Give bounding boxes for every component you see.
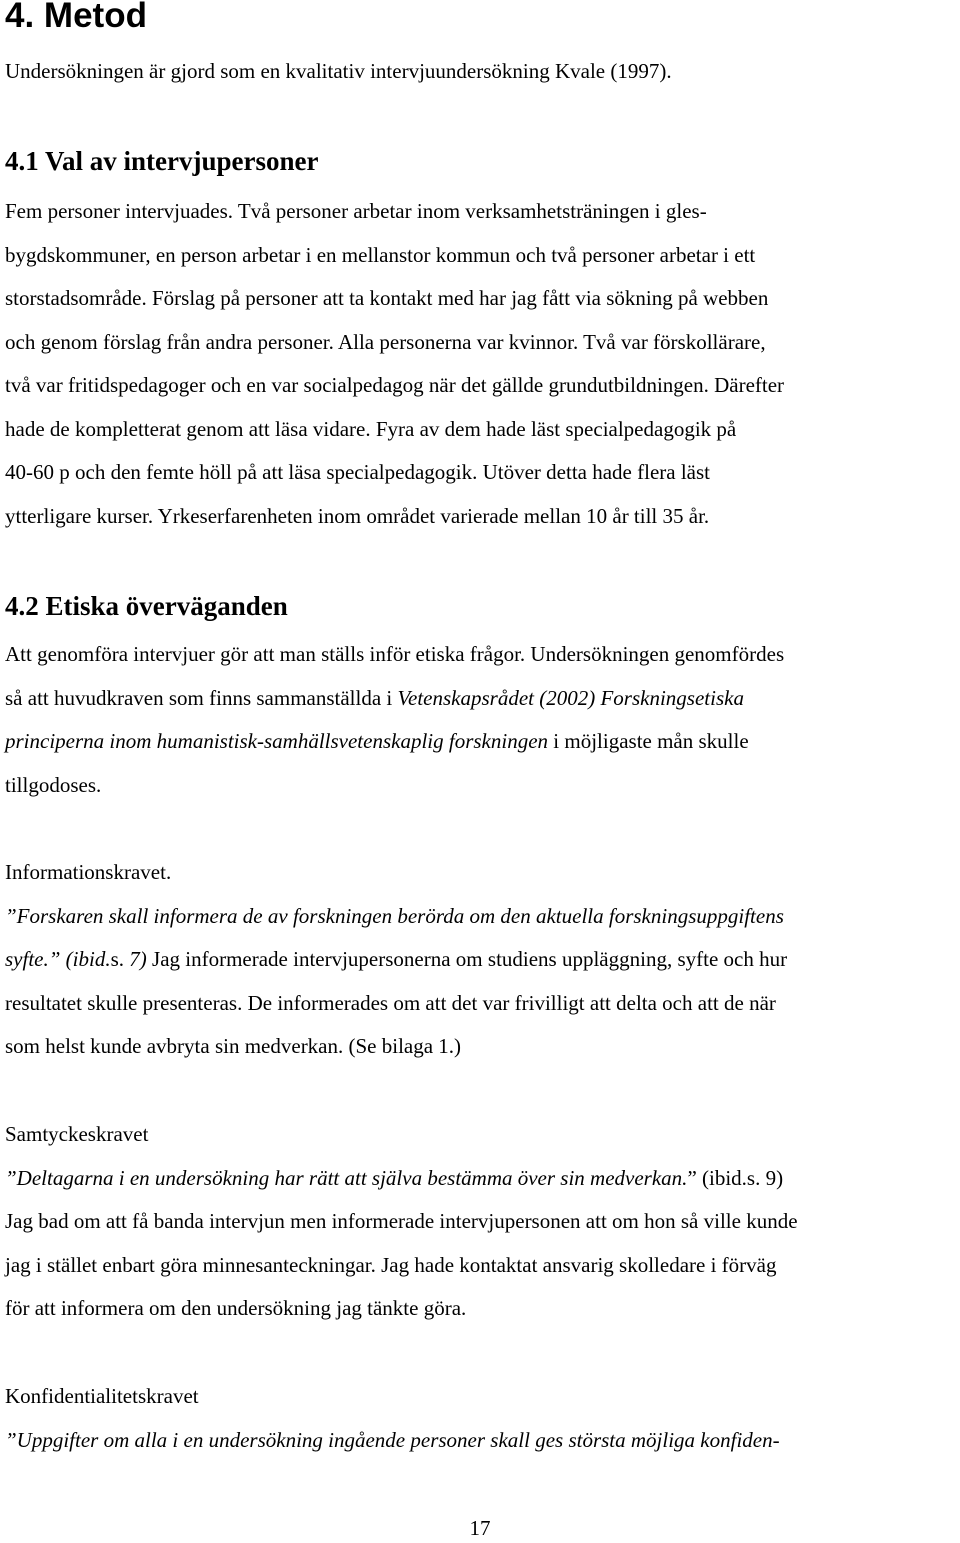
- plain-text: ” (ibid.s. 9): [687, 1165, 784, 1190]
- paragraph-line: [5, 938, 953, 982]
- chapter-heading: 4. Metod: [5, 0, 147, 35]
- paragraph-line: hade de kompletterat genom att läsa vidare. Fyra av dem hade läst specialpedagogik på: [5, 416, 737, 441]
- paragraph-line: två var fritidspedagoger och en var socialpedagog när det gällde grundutbildningen. Därefter: [5, 373, 785, 397]
- paragraph-line: tillgodoses.: [5, 772, 102, 797]
- information-requirement-paragraph: [5, 851, 953, 1069]
- paragraph-line: resultatet skulle presenteras. De informerades om att det var frivilligt att delta och att de när: [5, 990, 776, 1015]
- quotation: syfte.” (ibid.: [5, 947, 111, 971]
- paragraph-line: jag i stället enbart göra minnesanteckningar. Jag hade kontaktat ansvarig skolledare i förväg: [5, 1252, 777, 1277]
- subheading-consent: Samtyckeskravet: [5, 1122, 149, 1146]
- plain-text: så att huvudkraven som finns sammanställda i: [5, 685, 398, 710]
- plain-text: i möjligaste mån skulle: [548, 729, 749, 753]
- paragraph-line: ytterligare kurser. Yrkeserfarenheten inom området varierade mellan 10 år till 35 år.: [5, 503, 710, 528]
- subheading-information: Informationskravet.: [5, 860, 172, 884]
- intro-line: Undersökningen är gjord som en kvalitativ intervjuundersökning Kvale (1997).: [5, 59, 672, 83]
- paragraph-line: [5, 1157, 953, 1201]
- quotation: ”Forskaren skall informera de av forskningen berörda om den aktuella forskningsuppgiftens: [5, 903, 784, 928]
- section-heading-4-2: 4.2 Etiska överväganden: [5, 591, 288, 621]
- paragraph-line: [5, 677, 953, 721]
- page-number: 17: [469, 1516, 491, 1540]
- paragraph-line: storstadsområde. Förslag på personer att ta kontakt med har jag fått via sökning på webben: [5, 286, 769, 310]
- plain-text: s.: [110, 947, 125, 971]
- quotation: ”Deltagarna i en undersökning har rätt att själva bestämma över sin medverkan.: [5, 1165, 688, 1190]
- section-4-2-paragraph: [5, 633, 953, 807]
- paragraph-line: Fem personer intervjuades. Två personer arbetar inom verksamhetsträningen i gles-: [5, 199, 707, 223]
- plain-text: Jag informerade intervjupersonerna om studiens uppläggning, syfte och hur: [146, 947, 788, 971]
- paragraph-line: som helst kunde avbryta sin medverkan. (Se bilaga 1.): [5, 1034, 462, 1058]
- quotation: 7): [124, 947, 147, 971]
- cited-work: principerna inom humanistisk-samhällsvetenskaplig forskningen: [5, 729, 549, 753]
- section-4-1-paragraph: [5, 190, 953, 538]
- cited-work: Vetenskapsrådet (2002) Forskningsetiska: [397, 685, 744, 710]
- paragraph-line: och genom förslag från andra personer. Alla personerna var kvinnor. Två var förskollärare,: [5, 329, 766, 354]
- subheading-confidentiality: Konfidentialitetskravet: [5, 1384, 199, 1408]
- section-heading-4-1: 4.1 Val av intervjupersoner: [5, 146, 319, 176]
- quotation: ”Uppgifter om alla i en undersökning ingående personer skall ges största möjliga konfiden-: [5, 1427, 780, 1452]
- paragraph-line: [5, 895, 953, 939]
- paragraph-line: Jag bad om att få banda intervjun men informerade intervjupersonen att om hon så ville kunde: [5, 1209, 798, 1233]
- paragraph-line: [5, 720, 953, 764]
- consent-requirement-paragraph: [5, 1113, 953, 1331]
- confidentiality-requirement-paragraph: [5, 1375, 953, 1462]
- intro-paragraph: [5, 50, 953, 94]
- paragraph-line: [5, 1419, 953, 1463]
- paragraph-line: för att informera om den undersökning jag tänkte göra.: [5, 1296, 467, 1320]
- paragraph-line: 40-60 p och den femte höll på att läsa specialpedagogik. Utöver detta hade flera läst: [5, 460, 710, 484]
- paragraph-line: Att genomföra intervjuer gör att man ställs inför etiska frågor. Undersökningen genomfördes: [5, 642, 785, 666]
- paragraph-line: bygdskommuner, en person arbetar i en mellanstor kommun och två personer arbetar i ett: [5, 242, 756, 267]
